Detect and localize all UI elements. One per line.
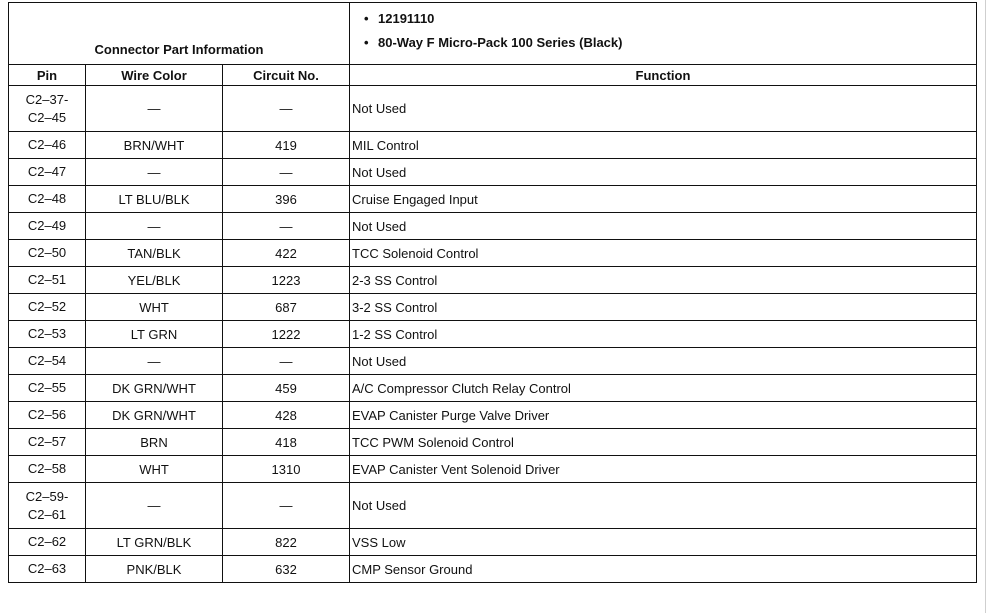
function-cell: MIL Control <box>350 132 977 159</box>
circuit-no-cell: — <box>223 159 350 186</box>
wire-color-cell: LT BLU/BLK <box>86 186 223 213</box>
wire-color-cell: BRN/WHT <box>86 132 223 159</box>
circuit-no-cell: — <box>223 86 350 132</box>
circuit-no-cell: 1223 <box>223 267 350 294</box>
pin-cell <box>9 267 86 294</box>
part-info-row <box>9 3 977 65</box>
function-cell: 3-2 SS Control <box>350 294 977 321</box>
pin-label: C2–48 <box>27 191 67 206</box>
wire-color-cell: WHT <box>86 456 223 483</box>
function-cell: TCC Solenoid Control <box>350 240 977 267</box>
part-number: 80-Way F Micro-Pack 100 Series (Black) <box>378 35 623 50</box>
pin-cell <box>9 348 86 375</box>
wire-color-cell: PNK/BLK <box>86 556 223 583</box>
pin-cell <box>9 429 86 456</box>
wire-color-cell: LT GRN/BLK <box>86 529 223 556</box>
table-row <box>9 267 977 294</box>
part-info-label: Connector Part Information <box>9 3 350 65</box>
bullet-icon: • <box>364 35 369 50</box>
table-row <box>9 159 977 186</box>
table-row <box>9 529 977 556</box>
table-row <box>9 556 977 583</box>
table-row <box>9 240 977 267</box>
table-row <box>9 456 977 483</box>
circuit-no-cell: — <box>223 348 350 375</box>
table-row <box>9 483 977 529</box>
pin-cell <box>9 86 86 132</box>
wire-color-cell: — <box>86 213 223 240</box>
wire-color-cell: — <box>86 348 223 375</box>
pin-cell <box>9 402 86 429</box>
circuit-no-cell: 687 <box>223 294 350 321</box>
bullet-icon: • <box>364 11 369 26</box>
pin-label: C2–59- <box>25 488 69 504</box>
table-row <box>9 402 977 429</box>
function-cell: 2-3 SS Control <box>350 267 977 294</box>
pin-cell <box>9 375 86 402</box>
pin-label: C2–62 <box>27 534 67 549</box>
function-cell: 1-2 SS Control <box>350 321 977 348</box>
part-number-item <box>364 7 976 31</box>
part-number: 12191110 <box>378 11 435 26</box>
connector-pinout-table <box>8 2 977 583</box>
part-numbers-list <box>364 7 976 55</box>
column-header-pin: Pin <box>9 65 86 86</box>
function-cell: EVAP Canister Purge Valve Driver <box>350 402 977 429</box>
circuit-no-cell: 632 <box>223 556 350 583</box>
pin-cell <box>9 456 86 483</box>
circuit-no-cell: 459 <box>223 375 350 402</box>
column-header-function: Function <box>350 65 977 86</box>
wire-color-cell: — <box>86 86 223 132</box>
function-cell: Not Used <box>350 86 977 132</box>
part-number-item <box>364 31 976 55</box>
function-cell: Not Used <box>350 159 977 186</box>
wire-color-cell: DK GRN/WHT <box>86 375 223 402</box>
pin-label: C2–51 <box>27 272 67 287</box>
function-cell: VSS Low <box>350 529 977 556</box>
pin-label: C2–54 <box>27 353 67 368</box>
function-cell: TCC PWM Solenoid Control <box>350 429 977 456</box>
wire-color-cell: — <box>86 159 223 186</box>
pin-label: C2–63 <box>27 561 67 576</box>
circuit-no-cell: 396 <box>223 186 350 213</box>
pin-label: C2–49 <box>27 218 67 233</box>
column-header-circuit-no: Circuit No. <box>223 65 350 86</box>
pin-label: C2–47 <box>27 164 67 179</box>
table-row <box>9 348 977 375</box>
pin-label: C2–57 <box>27 434 67 449</box>
table-row <box>9 86 977 132</box>
pin-label: C2–52 <box>27 299 67 314</box>
pin-cell <box>9 483 86 529</box>
pin-label: C2–58 <box>27 461 67 476</box>
circuit-no-cell: 1310 <box>223 456 350 483</box>
pin-label: C2–46 <box>27 137 67 152</box>
function-cell: CMP Sensor Ground <box>350 556 977 583</box>
circuit-no-cell: — <box>223 483 350 529</box>
table-row <box>9 132 977 159</box>
pin-label: C2–50 <box>27 245 67 260</box>
column-header-wire-color: Wire Color <box>86 65 223 86</box>
function-cell: Cruise Engaged Input <box>350 186 977 213</box>
pin-label: C2–37- <box>25 91 69 107</box>
column-header-row <box>9 65 977 86</box>
pin-cell <box>9 321 86 348</box>
circuit-no-cell: 428 <box>223 402 350 429</box>
function-cell: Not Used <box>350 348 977 375</box>
function-cell: EVAP Canister Vent Solenoid Driver <box>350 456 977 483</box>
function-cell: A/C Compressor Clutch Relay Control <box>350 375 977 402</box>
connector-table-container <box>8 2 977 583</box>
wire-color-cell: YEL/BLK <box>86 267 223 294</box>
part-numbers-cell <box>350 3 977 65</box>
circuit-no-cell: 422 <box>223 240 350 267</box>
function-cell: Not Used <box>350 213 977 240</box>
wire-color-cell: BRN <box>86 429 223 456</box>
pin-label: C2–53 <box>27 326 67 341</box>
wire-color-cell: — <box>86 483 223 529</box>
circuit-no-cell: 1222 <box>223 321 350 348</box>
wire-color-cell: TAN/BLK <box>86 240 223 267</box>
table-row <box>9 375 977 402</box>
table-row <box>9 294 977 321</box>
circuit-no-cell: 418 <box>223 429 350 456</box>
pin-cell <box>9 529 86 556</box>
table-row <box>9 429 977 456</box>
pin-label: C2–45 <box>27 109 67 125</box>
circuit-no-cell: — <box>223 213 350 240</box>
pin-label: C2–55 <box>27 380 67 395</box>
table-row <box>9 213 977 240</box>
pin-cell <box>9 294 86 321</box>
pin-cell <box>9 556 86 583</box>
wire-color-cell: LT GRN <box>86 321 223 348</box>
wire-color-cell: WHT <box>86 294 223 321</box>
table-body <box>9 86 977 583</box>
pin-cell <box>9 240 86 267</box>
circuit-no-cell: 419 <box>223 132 350 159</box>
wire-color-cell: DK GRN/WHT <box>86 402 223 429</box>
circuit-no-cell: 822 <box>223 529 350 556</box>
function-cell: Not Used <box>350 483 977 529</box>
pin-label: C2–61 <box>27 506 67 522</box>
pin-cell <box>9 213 86 240</box>
pin-cell <box>9 132 86 159</box>
table-row <box>9 321 977 348</box>
pin-cell <box>9 186 86 213</box>
pin-label: C2–56 <box>27 407 67 422</box>
pin-cell <box>9 159 86 186</box>
table-row <box>9 186 977 213</box>
page-edge-line <box>985 0 986 613</box>
